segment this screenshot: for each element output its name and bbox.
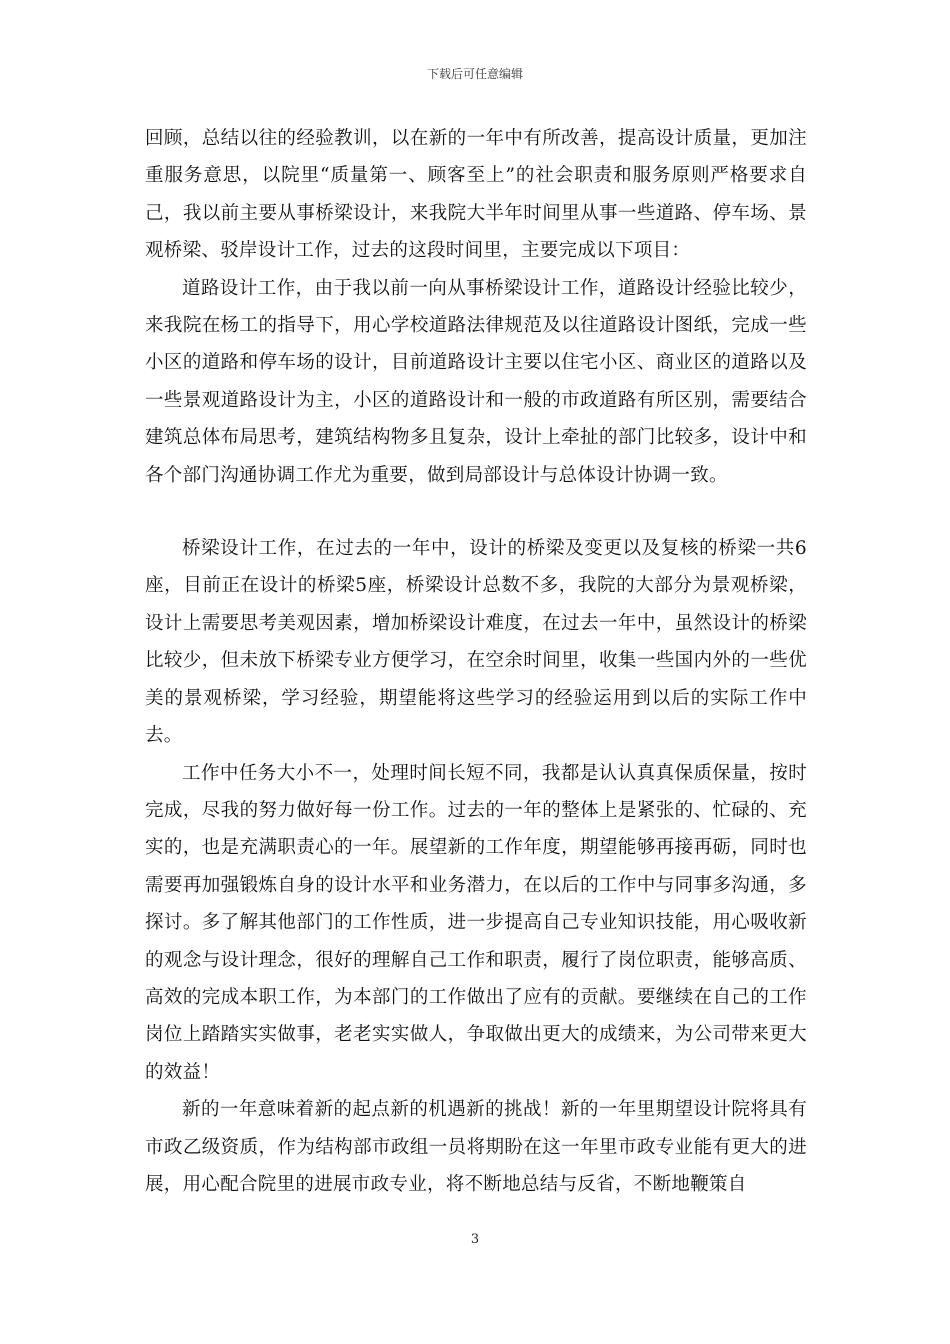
page-number: 3 [470, 1232, 480, 1247]
paragraph-road-design: 道路设计工作，由于我以前一向从事桥梁设计工作，道路设计经验比较少，来我院在杨工的指导下，用心学校道路法律规范及以往道路设计图纸，完成一些小区的道路和停车场的设计，目前道路设计主要以住宅小区、商业区的道路以及一些景观道路设计为主，小区的道路设计和一般的市政道路有所区别，需要结合建筑总体布局思考，建筑结构物多且复杂，设计上牵扯的部门比较多，设计中和各个部门沟通协调工作尤为重要，做到局部设计与总体设计协调一致。 [145, 277, 807, 486]
page-header: 下载后可任意编辑 [426, 67, 523, 81]
paragraph-work-summary: 工作中任务大小不一，处理时间长短不同，我都是认认真真保质保量，按时完成，尽我的努力做好每一份工作。过去的一年的整体上是紧张的、忙碌的、充实的，也是充满职责心的一年。展望新的工作年度，期望能够再接再砺，同时也需要再加强锻炼自身的设计水平和业务潜力，在以后的工作中与同事多沟通，多探讨。多了解其他部门的工作性质，进一步提高自己专业知识技能，用心吸收新的观念与设计理念，很好的理解自己工作和职责，履行了岗位职责，能够高质、高效的完成本职工作，为本部门的工作做出了应有的贡献。要继续在自己的工作岗位上踏踏实实做事，老老实实做人，争取做出更大的成绩来，为公司带来更大的效益！ [145, 762, 807, 1083]
paragraph-new-year-outlook: 新的一年意味着新的起点新的机遇新的挑战！新的一年里期望设计院将具有市政乙级资质，作为结构部市政组一员将期盼在这一年里市政专业能有更大的进展，用心配合院里的进展市政专业，将不断地总结与反省，不断地鞭策自 [145, 1099, 807, 1195]
paragraph-bridge-design: 桥梁设计工作，在过去的一年中，设计的桥梁及变更以及复核的桥梁一共6座，目前正在设计的桥梁5座，桥梁设计总数不多，我院的大部分为景观桥梁，设计上需要思考美观因素，增加桥梁设计难度，在过去一年中，虽然设计的桥梁比较少，但未放下桥梁专业方便学习，在空余时间里，收集一些国内外的一些优美的景观桥梁，学习经验，期望能将这些学习的经验运用到以后的实际工作中去。 [145, 538, 807, 747]
paragraph-review: 回顾，总结以往的经验教训，以在新的一年中有所改善，提高设计质量，更加注重服务意思，以院里“质量第一、顾客至上”的社会职责和服务原则严格要求自己，我以前主要从事桥梁设计，来我院大半年时间里从事一些道路、停车场、景观桥梁、驳岸设计工作，过去的这段时间里，主要完成以下项目： [145, 128, 807, 262]
document-body [145, 120, 807, 1203]
